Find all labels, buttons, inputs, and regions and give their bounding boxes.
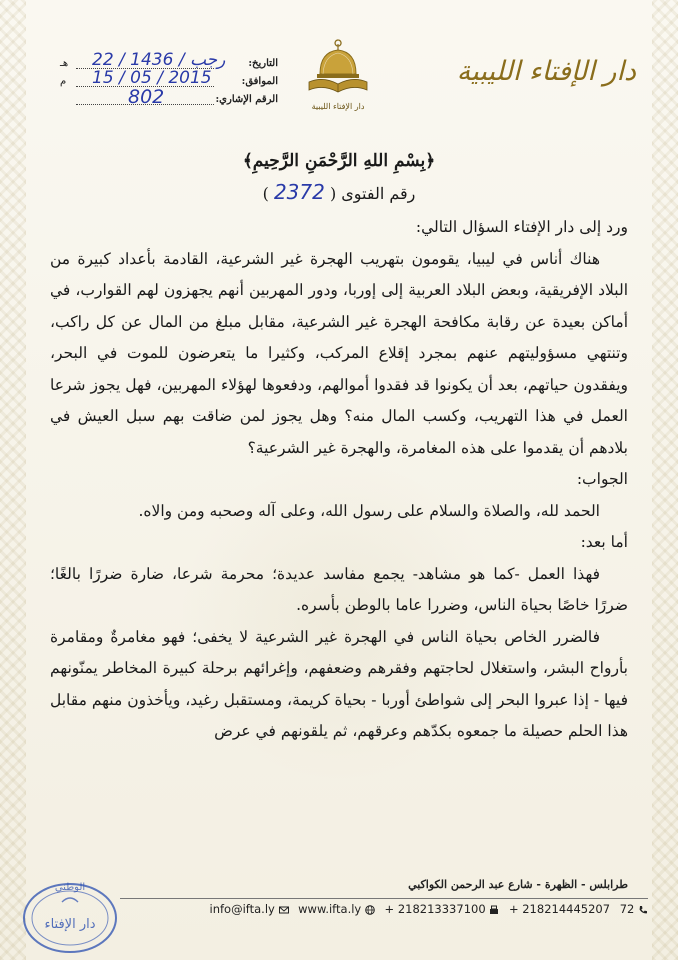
fatwa-body <box>50 212 628 748</box>
website-text[interactable]: www.ifta.ly <box>298 902 362 916</box>
date-suffix: هـ <box>60 58 69 69</box>
date-label: التاريخ: <box>248 58 278 69</box>
phone-1-text: + 218213337100 <box>384 902 486 916</box>
brand-name: دار الإفتاء الليبية <box>456 56 636 87</box>
praise-line: الحمد لله، والصلاة والسلام على رسول الله، وعلى آله وصحبه ومن والاه. <box>138 501 600 520</box>
fax-icon <box>489 905 499 915</box>
phone-2-text: + 218214445207 <box>508 902 611 916</box>
pobox-text: 72 <box>619 902 635 916</box>
question-paragraph: هناك أناس في ليبيا، يقومون بتهريب الهجرة غير الشرعية، القادمة بأعداد كبيرة من البلاد الإفريقية، وبعض البلاد العربية إلى إوربا، ودور المهربين أنهم يجهزون لهم القوارب، في أماكن بعيدة عن رقابة مكافحة الهجرة غير الشرعية، مقابل مبلغ من المال عن كل راكب، وتنتهي مسؤوليتهم عنهم بمجرد إقلاع المركب، وكثيرا ما يتعرضون للموت في البحر، ويفقدون حياتهم، بعد أن يكونوا قد فقدوا أموالهم، ودفعوها لهؤلاء المهربين، فهل يجوز شرعا العمل في هذا التهريب، وكسب المال منه؟ وهل يجوز لمن ضاقت بهم سبل العيش في بلادهم أن يقدموا على هذه المغامرة، والهجرة غير الشرعية؟ <box>50 249 628 457</box>
intro-line: ورد إلى دار الإفتاء السؤال التالي: <box>415 218 628 236</box>
corresponding-label: الموافق: <box>241 76 278 87</box>
fatwa-close: ) <box>262 184 269 203</box>
fatwa-number-value: 2372 <box>273 180 325 204</box>
phone-icon <box>638 905 648 915</box>
letterhead <box>26 30 652 130</box>
official-stamp <box>10 866 120 954</box>
email-text[interactable]: info@ifta.ly <box>209 902 275 916</box>
letterhead-footer <box>120 876 648 946</box>
meta-ref-row <box>48 86 278 110</box>
answer-label: الجواب: <box>576 470 628 488</box>
logo <box>288 38 388 130</box>
email-icon <box>279 905 289 915</box>
ornament-border-left <box>0 0 26 960</box>
amma-baad-line: أما بعد: <box>580 533 628 551</box>
stamp-seal-icon <box>10 866 120 954</box>
basmala: ﴿بِسْمِ اللهِ الرَّحْمَنِ الرَّحِيمِ﴾ <box>242 151 436 171</box>
ornament-border-right <box>652 0 678 960</box>
ref-value: 802 <box>128 86 165 108</box>
document-meta <box>48 50 278 110</box>
logo-caption: دار الإفتاء الليبية <box>311 102 365 111</box>
corresponding-suffix: م <box>60 76 67 87</box>
globe-icon <box>365 905 375 915</box>
footer-contacts <box>120 902 648 916</box>
stamp-text-bottom: دار الإفتاء <box>44 917 96 932</box>
mosque-book-logo-icon <box>303 38 373 100</box>
answer-paragraph-1: فهذا العمل -كما هو مشاهد- يجمع مفاسد عديدة؛ محرمة شرعا، ضارة ضررًا بالغًا؛ ضررًا خاصًا بحياة الناس، وضررا عاما بالوطن بأسره. <box>50 564 628 614</box>
footer-address: طرابلس - الظهرة - شارع عبد الرحمن الكواكبي <box>408 878 628 891</box>
fatwa-number <box>0 180 678 204</box>
ref-label: الرقم الإشاري: <box>215 94 278 105</box>
fatwa-label: رقم الفتوى ( <box>329 184 416 203</box>
corresponding-value: 15 / 05 / 2015 <box>92 68 212 88</box>
stamp-text-top: الوطني <box>54 882 86 893</box>
date-value: 22 / رجب / 1436 <box>92 50 226 70</box>
answer-paragraph-2: فالضرر الخاص بحياة الناس في الهجرة غير الشرعية لا يخفى؛ فهو مغامرةٌ ومقامرة بأرواح البشر، واستغلال لحاجتهم وفقرهم وضعفهم، وإغرائهم برحلة كبيرة المخاطر يمنّونهم فيها - إذا عبروا البحر إلى شواطئ أوربا - بحياة كريمة، ومستقبل رغيد، ويأخذون منهم مقابل هذا الحلم حصيلة ما جمعوه بكدّهم وعرقهم، ثم يلقونهم في عرض <box>50 627 628 740</box>
